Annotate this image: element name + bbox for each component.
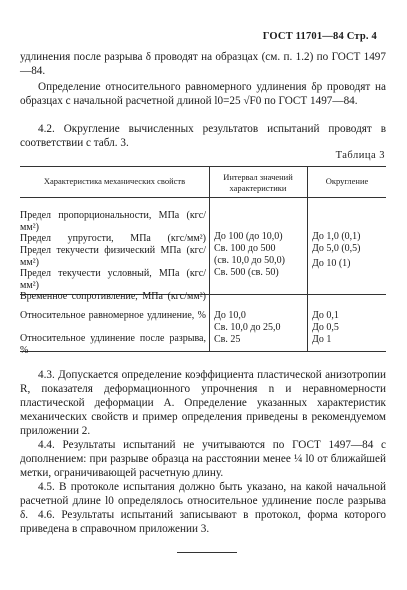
- paragraph-4-3: 4.3. Допускается определение коэффициента пластической анизотропии R, показателя деформационного упрочнения n и неравномерности пластической деформации A. Определение указанных характеристик механических свойств и пример определения приведены в рекомендуемом приложении 2.: [20, 369, 386, 437]
- table-cell-elongation-after-break: Относительное удлинение после разрыва, %: [20, 333, 206, 356]
- table-cell-rounding-3: До 10 (1): [312, 258, 351, 269]
- table-caption: Таблица 3: [335, 150, 385, 161]
- table-header-rounding: Округление: [325, 176, 369, 186]
- table-cell-proportionality-limit: Предел пропорциональности, МПа (кгс/мм²): [20, 210, 206, 233]
- paragraph-uniform-elongation: Определение относительного равномерного удлинения δp проводят на образцах с начальной расчетной длиной l0=25 √F0 по ГОСТ 1497—84.: [20, 81, 386, 107]
- paragraph-4-6: 4.6. Результаты испытаний записывают в протокол, форма которого приведена в справочном приложении 3.: [20, 509, 386, 535]
- table-cell-interval-3: (св. 10,0 до 50,0): [214, 255, 285, 266]
- paragraph-4-4: 4.4. Результаты испытаний не учитываются по ГОСТ 1497—84 с дополнением: при разрыве образца на расстоянии менее ¼ l0 от ближайшей метки, ограничивающей расчетную длину.: [20, 439, 386, 479]
- table-cell-rounding-2: До 5,0 (0,5): [312, 243, 361, 254]
- table-col-divider-2: [307, 166, 308, 351]
- table-header-interval: Интервал значений характеристики: [223, 172, 293, 193]
- table-cell-interval-5: До 10,0: [214, 310, 246, 321]
- table-header-characteristic: Характеристика механических свойств: [43, 176, 186, 186]
- table-top-rule: [20, 166, 386, 167]
- table-cell-physical-yield: Предел текучести физический МПа (кгс/мм²): [20, 245, 206, 268]
- table-cell-rounding-1: До 1,0 (0,1): [312, 231, 361, 242]
- table-cell-interval-7: Св. 25: [214, 334, 241, 345]
- table-cell-rounding-6: До 1: [312, 334, 332, 345]
- table-col-divider-1: [209, 166, 210, 351]
- table-cell-elastic-limit: Предел упругости, МПа (кгс/мм²): [20, 233, 206, 244]
- table-cell-conditional-yield: Предел текучести условный, МПа (кгс/мм²): [20, 268, 206, 291]
- paragraph-4-5: 4.5. В протоколе испытания должно быть указано, на какой начальной расчетной длине l0 определялось относительное удлинение после разрыва δ.: [20, 481, 386, 521]
- footer-rule: [177, 552, 237, 553]
- paragraph-4-2: 4.2. Округление вычисленных результатов испытаний проводят в соответствии с табл. 3.: [20, 123, 386, 149]
- table-cell-interval-6: Св. 10,0 до 25,0: [214, 322, 281, 333]
- table-cell-uniform-elongation: Относительное равномерное удлинение, %: [20, 310, 206, 321]
- page-header: ГОСТ 11701—84 Стр. 4: [262, 31, 377, 42]
- table-cell-interval-2: Св. 100 до 500: [214, 243, 276, 254]
- table-cell-interval-4: Св. 500 (св. 50): [214, 267, 279, 278]
- table-cell-interval-1: До 100 (до 10,0): [214, 231, 283, 242]
- paragraph-continuation: удлинения после разрыва δ проводят на образцах (см. п. 1.2) по ГОСТ 1497—84.: [20, 51, 386, 77]
- table-cell-ultimate-strength: Временное сопротивление, МПа (кгс/мм²): [20, 291, 206, 302]
- table-header-rule: [20, 197, 386, 198]
- table-cell-rounding-5: До 0,5: [312, 322, 339, 333]
- table-cell-rounding-4: До 0,1: [312, 310, 339, 321]
